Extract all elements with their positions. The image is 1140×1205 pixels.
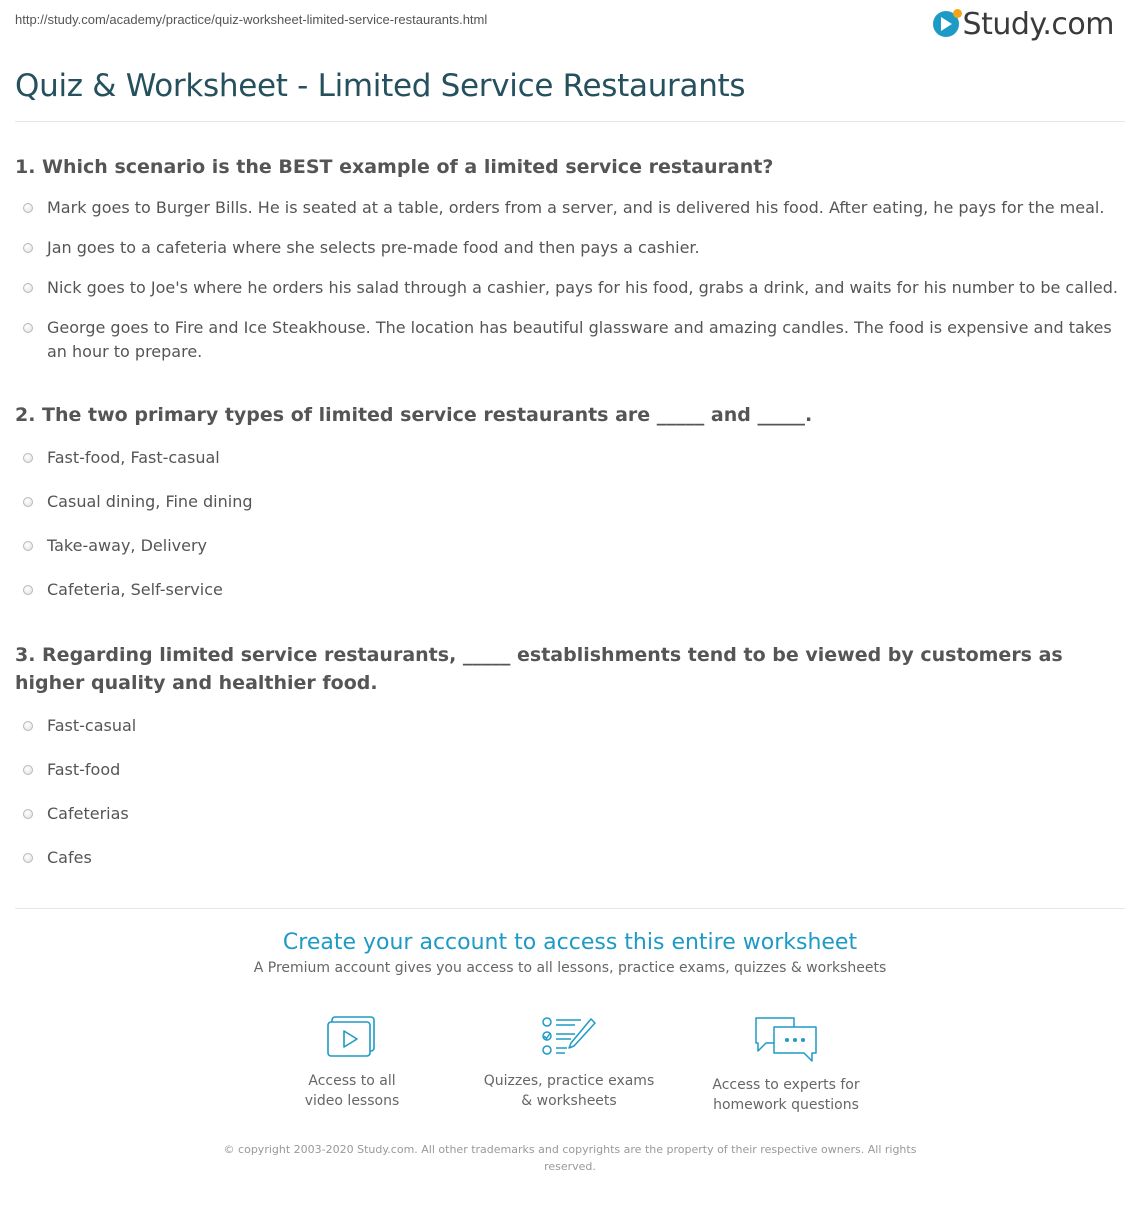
feature-label-line2: & worksheets (521, 1093, 617, 1109)
feature-label-line2: homework questions (713, 1097, 859, 1113)
option-1d[interactable] (20, 316, 1125, 364)
top-bar (0, 0, 1140, 50)
page-title: Quiz & Worksheet - Limited Service Restaurants (15, 68, 746, 104)
option-label: Take-away, Delivery (47, 536, 207, 555)
radio-button-icon[interactable] (23, 809, 33, 819)
cta-divider (15, 908, 1125, 909)
radio-button-icon[interactable] (23, 721, 33, 731)
footer-line2: reserved. (544, 1160, 596, 1173)
option-3d[interactable] (20, 846, 1125, 870)
question-1-options (20, 196, 1125, 364)
option-label: Fast-casual (47, 716, 137, 735)
feature-experts (686, 1015, 886, 1115)
page-url: http://study.com/academy/practice/quiz-worksheet-limited-service-restaurants.html (15, 12, 488, 27)
radio-button-icon[interactable] (23, 323, 33, 333)
option-label: Nick goes to Joe's where he orders his salad through a cashier, pays for his food, grabs a drink, and waits for his number to be called. (47, 278, 1118, 297)
option-1a[interactable] (20, 196, 1125, 220)
option-3a[interactable] (20, 714, 1125, 738)
feature-label-line2: video lessons (304, 1093, 400, 1109)
cta-title-link[interactable]: Create your account to access this entire worksheet (282, 930, 858, 955)
question-3: 3. Regarding limited service restaurants, _____ establishments tend to be viewed by customers as higher quality and healthier food. (15, 644, 1063, 694)
option-3b[interactable] (20, 758, 1125, 782)
radio-button-icon[interactable] (23, 541, 33, 551)
radio-button-icon[interactable] (23, 853, 33, 863)
question-3-options (20, 714, 1125, 870)
video-lesson-icon (326, 1015, 378, 1059)
quiz-checklist-icon (541, 1015, 597, 1059)
feature-quizzes (469, 1015, 669, 1111)
question-1: 1. Which scenario is the BEST example of a limited service restaurant? (15, 156, 774, 178)
copyright-footer (210, 1141, 930, 1175)
option-label: Fast-food, Fast-casual (47, 448, 220, 467)
option-label: Cafeteria, Self-service (47, 580, 223, 599)
option-label: George goes to Fire and Ice Steakhouse. The location has beautiful glassware and amazing candles. The food is expensive and takes an hour to prepare. (47, 318, 1112, 361)
feature-video-lessons (252, 1015, 452, 1111)
option-2b[interactable] (20, 490, 1125, 514)
radio-button-icon[interactable] (23, 497, 33, 507)
option-label: Jan goes to a cafeteria where she selects pre-made food and then pays a cashier. (47, 238, 700, 257)
option-label: Casual dining, Fine dining (47, 492, 253, 511)
radio-button-icon[interactable] (23, 585, 33, 595)
logo-text: Study.com (962, 6, 1114, 42)
option-2a[interactable] (20, 446, 1125, 470)
feature-label-line1: Access to experts for (712, 1077, 860, 1093)
cta-subtitle: A Premium account gives you access to all lessons, practice exams, quizzes & worksheets (253, 960, 887, 976)
radio-button-icon[interactable] (23, 243, 33, 253)
radio-button-icon[interactable] (23, 453, 33, 463)
option-label: Mark goes to Burger Bills. He is seated at a table, orders from a server, and is delivered his food. After eating, he pays for the meal. (47, 198, 1105, 217)
feature-label-line1: Access to all (308, 1073, 396, 1089)
cta-section (0, 930, 1140, 976)
option-1c[interactable] (20, 276, 1125, 300)
radio-button-icon[interactable] (23, 765, 33, 775)
chat-bubbles-icon (754, 1015, 818, 1063)
option-3c[interactable] (20, 802, 1125, 826)
title-divider (15, 121, 1125, 122)
option-label: Fast-food (47, 760, 121, 779)
feature-label-line1: Quizzes, practice exams (483, 1073, 655, 1089)
option-1b[interactable] (20, 236, 1125, 260)
option-label: Cafeterias (47, 804, 129, 823)
radio-button-icon[interactable] (23, 283, 33, 293)
footer-line1: © copyright 2003-2020 Study.com. All other trademarks and copyrights are the property of their respective owners. All rights (223, 1143, 917, 1156)
question-2-options (20, 446, 1125, 602)
radio-button-icon[interactable] (23, 203, 33, 213)
study-logo-icon (933, 11, 959, 37)
option-label: Cafes (47, 848, 92, 867)
option-2c[interactable] (20, 534, 1125, 558)
question-2: 2. The two primary types of limited service restaurants are _____ and _____. (15, 404, 813, 426)
study-com-logo[interactable] (933, 6, 1114, 42)
option-2d[interactable] (20, 578, 1125, 602)
